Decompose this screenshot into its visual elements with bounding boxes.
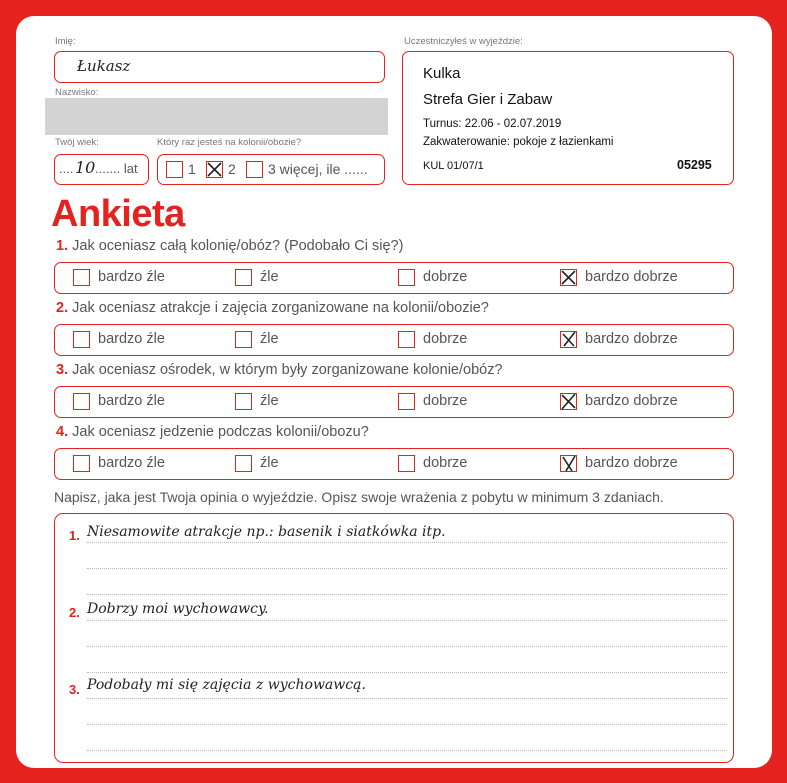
opinion-line	[87, 542, 727, 543]
trip-subtitle: Strefa Gier i Zabaw	[423, 91, 553, 108]
q4-label-bardzo-dobrze: bardzo dobrze	[585, 455, 678, 471]
name-handwriting: Łukasz	[77, 57, 131, 75]
q2-checkbox-dobrze[interactable]	[398, 331, 415, 348]
q4-checkbox-bardzo-dobrze[interactable]	[560, 455, 577, 472]
question-3	[56, 362, 503, 378]
age-field[interactable]	[54, 154, 149, 185]
trip-label: Uczestniczyłeś w wyjeździe:	[404, 36, 523, 47]
q1-label-bardzo-zle: bardzo źle	[98, 269, 165, 285]
question-3-options	[54, 386, 734, 418]
q1-checkbox-dobrze[interactable]	[398, 269, 415, 286]
check-cross-icon	[560, 331, 577, 348]
times-field	[157, 154, 385, 185]
surname-label: Nazwisko:	[55, 87, 99, 98]
opinion-line	[87, 698, 727, 699]
times-checkbox-2[interactable]	[206, 161, 223, 178]
q1-label-dobrze: dobrze	[423, 269, 468, 285]
q2-label-bardzo-zle: bardzo źle	[98, 331, 165, 347]
q3-label-bardzo-zle: bardzo źle	[98, 393, 165, 409]
q4-label-bardzo-zle: bardzo źle	[98, 455, 165, 471]
times-option-2-label: 2	[228, 161, 236, 177]
trip-number: 05295	[677, 158, 712, 172]
opinion-line	[87, 750, 727, 751]
q2-checkbox-bardzo-zle[interactable]	[73, 331, 90, 348]
times-checkbox-3[interactable]	[246, 161, 263, 178]
question-1-number: 1.	[56, 238, 69, 254]
q2-checkbox-zle[interactable]	[235, 331, 252, 348]
check-cross-icon	[206, 161, 223, 178]
q3-label-zle: źle	[260, 393, 279, 409]
q3-checkbox-bardzo-dobrze[interactable]	[560, 393, 577, 410]
check-cross-icon	[560, 269, 577, 286]
question-2-number: 2.	[56, 300, 69, 316]
check-cross-icon	[560, 393, 577, 410]
question-1	[56, 238, 403, 254]
trip-turnus: Turnus: 22.06 - 02.07.2019	[423, 118, 562, 130]
trip-accommodation: Zakwaterowanie: pokoje z łazienkami	[423, 136, 614, 148]
q4-label-dobrze: dobrze	[423, 455, 468, 471]
opinion-3-number: 3.	[69, 682, 80, 697]
times-option-1-label: 1	[188, 161, 196, 177]
age-prefix: ....	[59, 161, 74, 176]
survey-sheet	[16, 16, 772, 768]
opinion-line	[87, 568, 727, 569]
question-1-options	[54, 262, 734, 294]
opinion-line	[87, 672, 727, 673]
times-label: Który raz jesteś na kolonii/obozie?	[157, 137, 302, 148]
trip-info-box	[402, 51, 734, 185]
age-label: Twój wiek:	[55, 137, 99, 148]
opinion-box[interactable]	[54, 513, 734, 763]
check-cross-icon	[560, 455, 577, 472]
q4-checkbox-dobrze[interactable]	[398, 455, 415, 472]
opinion-line	[87, 724, 727, 725]
q2-label-zle: źle	[260, 331, 279, 347]
q1-checkbox-bardzo-dobrze[interactable]	[560, 269, 577, 286]
surname-redaction	[45, 98, 388, 135]
q1-label-bardzo-dobrze: bardzo dobrze	[585, 269, 678, 285]
age-handwriting: 10	[75, 158, 96, 177]
q4-checkbox-zle[interactable]	[235, 455, 252, 472]
opinion-3-handwriting: Podobały mi się zajęcia z wychowawcą.	[87, 677, 366, 693]
q1-checkbox-bardzo-zle[interactable]	[73, 269, 90, 286]
q3-checkbox-dobrze[interactable]	[398, 393, 415, 410]
times-option-3-label: 3 więcej, ile ......	[268, 161, 368, 177]
q2-checkbox-bardzo-dobrze[interactable]	[560, 331, 577, 348]
opinion-1-handwriting: Niesamowite atrakcje np.: basenik i siatkówka itp.	[87, 524, 446, 540]
q3-checkbox-bardzo-zle[interactable]	[73, 393, 90, 410]
opinion-2-handwriting: Dobrzy moi wychowawcy.	[87, 601, 269, 617]
question-4	[56, 424, 369, 440]
q2-label-bardzo-dobrze: bardzo dobrze	[585, 331, 678, 347]
question-4-number: 4.	[56, 424, 69, 440]
opinion-line	[87, 594, 727, 595]
question-1-text: Jak oceniasz całą kolonię/obóz? (Podobało Ci się?)	[72, 238, 404, 254]
q1-checkbox-zle[interactable]	[235, 269, 252, 286]
name-label: Imię:	[55, 36, 76, 47]
q4-label-zle: źle	[260, 455, 279, 471]
q3-label-dobrze: dobrze	[423, 393, 468, 409]
times-checkbox-1[interactable]	[166, 161, 183, 178]
opinion-line	[87, 620, 727, 621]
survey-title: Ankieta	[51, 193, 185, 235]
q4-checkbox-bardzo-zle[interactable]	[73, 455, 90, 472]
question-3-text: Jak oceniasz ośrodek, w którym były zorganizowane kolonie/obóz?	[72, 362, 503, 378]
question-2	[56, 300, 489, 316]
trip-name: Kulka	[423, 65, 461, 82]
name-field[interactable]	[54, 51, 385, 83]
age-suffix: ....... lat	[95, 161, 138, 176]
trip-code: KUL 01/07/1	[423, 160, 484, 172]
question-4-options	[54, 448, 734, 480]
opinion-line	[87, 646, 727, 647]
opinion-2-number: 2.	[69, 605, 80, 620]
q3-label-bardzo-dobrze: bardzo dobrze	[585, 393, 678, 409]
question-2-text: Jak oceniasz atrakcje i zajęcia zorganizowane na kolonii/obozie?	[72, 300, 489, 316]
q2-label-dobrze: dobrze	[423, 331, 468, 347]
opinion-prompt: Napisz, jaka jest Twoja opinia o wyjeździe. Opisz swoje wrażenia z pobytu w minimum 3 zdaniach.	[54, 489, 664, 505]
question-2-options	[54, 324, 734, 356]
q3-checkbox-zle[interactable]	[235, 393, 252, 410]
q1-label-zle: źle	[260, 269, 279, 285]
opinion-1-number: 1.	[69, 528, 80, 543]
question-4-text: Jak oceniasz jedzenie podczas kolonii/obozu?	[72, 424, 369, 440]
question-3-number: 3.	[56, 362, 69, 378]
